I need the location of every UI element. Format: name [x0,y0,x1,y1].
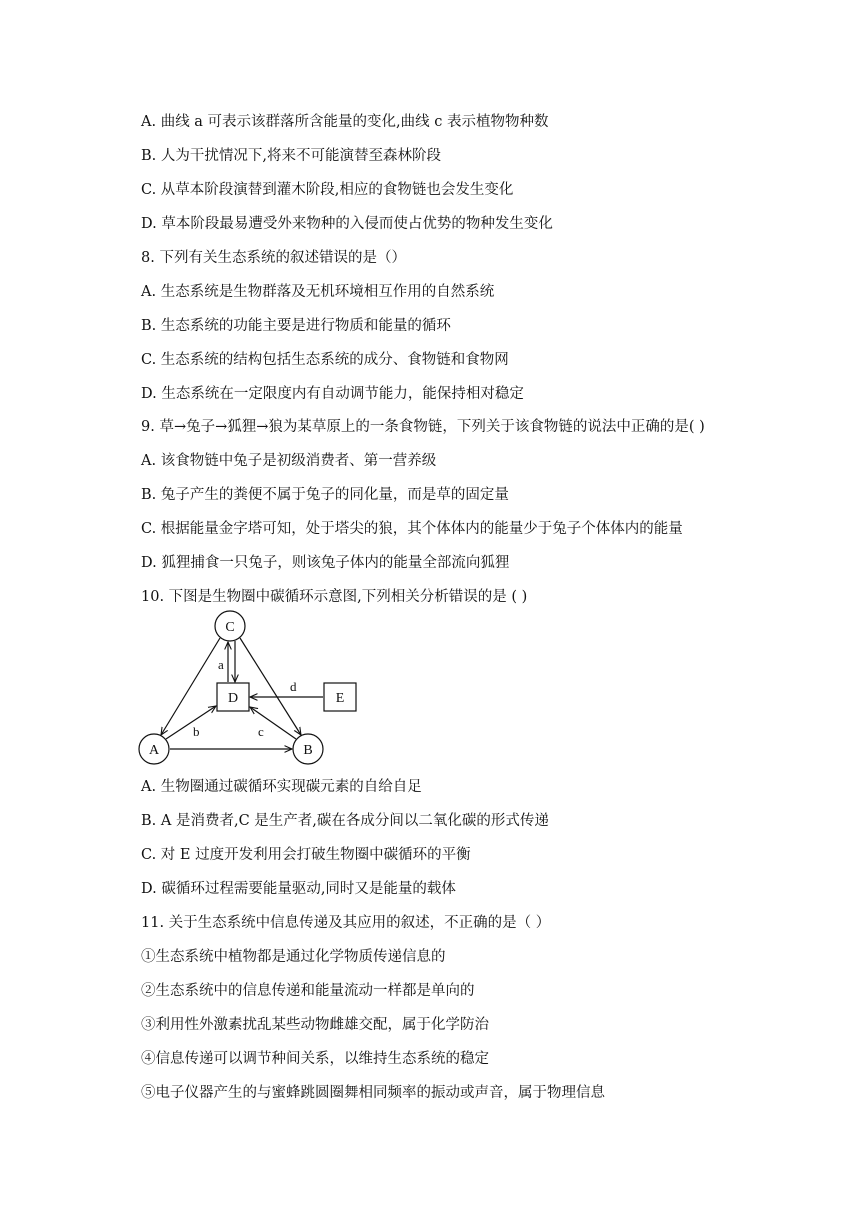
statement-11-5: ⑤电子仪器产生的与蜜蜂跳圆圈舞相同频率的振动或声音，属于物理信息 [141,1085,605,1101]
question-9: 9. 草→兔子→狐狸→狼为某草原上的一条食物链，下列关于该食物链的说法中正确的是( ) [141,419,705,435]
edge-label-c: c [258,724,264,739]
option-8d: D. 生态系统在一定限度内有自动调节能力，能保持相对稳定 [141,386,524,402]
edge-label-d: d [290,679,297,694]
edge-label-a: a [218,657,224,672]
node-b-label: B [303,743,313,758]
option-9b: B. 兔子产生的粪便不属于兔子的同化量，而是草的固定量 [141,487,509,503]
option-8c: C. 生态系统的结构包括生态系统的成分、食物链和食物网 [141,352,509,368]
statement-11-1: ①生态系统中植物都是通过化学物质传递信息的 [141,949,446,965]
arrow-a-to-d [166,706,216,739]
node-b [293,734,323,764]
option-9d: D. 狐狸捕食一只兔子，则该兔子体内的能量全部流向狐狸 [141,555,510,571]
option-10c: C. 对 E 过度开发利用会打破生物圈中碳循环的平衡 [141,847,471,863]
option-9a: A. 该食物链中兔子是初级消费者、第一营养级 [141,453,437,469]
arrow-c-to-a [161,638,220,735]
statement-11-2: ②生态系统中的信息传递和能量流动一样都是单向的 [141,983,475,999]
node-d [217,683,249,711]
question-8: 8. 下列有关生态系统的叙述错误的是（） [141,250,406,266]
option-8b: B. 生态系统的功能主要是进行物质和能量的循环 [141,318,451,334]
option-7c: C. 从草本阶段演替到灌木阶段,相应的食物链也会发生变化 [141,182,514,198]
statement-11-3: ③利用性外激素扰乱某些动物雌雄交配，属于化学防治 [141,1017,489,1033]
option-10a: A. 生物圈通过碳循环实现碳元素的自给自足 [141,779,422,795]
option-9c: C. 根据能量金字塔可知，处于塔尖的狼，其个体体内的能量少于兔子个体体内的能量 [141,521,683,537]
node-c-label: C [225,620,235,635]
node-e [324,683,356,711]
arrow-b-to-d [250,707,296,739]
edge-label-b: b [193,724,200,739]
node-e-label: E [335,691,345,706]
option-7d: D. 草本阶段最易遭受外来物种的入侵而使占优势的物种发生变化 [141,216,553,232]
option-10b: B. A 是消费者,C 是生产者,碳在各成分间以二氧化碳的形式传递 [141,813,549,829]
option-8a: A. 生态系统是生物群落及无机环境相互作用的自然系统 [141,284,495,300]
question-11: 11. 关于生态系统中信息传递及其应用的叙述，不正确的是（ ） [141,915,551,931]
statement-11-4: ④信息传递可以调节种间关系，以维持生态系统的稳定 [141,1051,489,1067]
option-7b: B. 人为干扰情况下,将来不可能演替至森林阶段 [141,148,441,164]
question-10: 10. 下图是生物圈中碳循环示意图,下列相关分析错误的是 ( ) [141,589,528,605]
node-a [139,734,169,764]
node-a-label: A [148,743,160,758]
node-d-label: D [227,691,239,706]
node-c [215,611,245,641]
carbon-cycle-diagram [130,605,370,775]
option-10d: D. 碳循环过程需要能量驱动,同时又是能量的载体 [141,881,456,897]
option-7a: A. 曲线 a 可表示该群落所含能量的变化,曲线 c 表示植物物种数 [141,114,549,130]
